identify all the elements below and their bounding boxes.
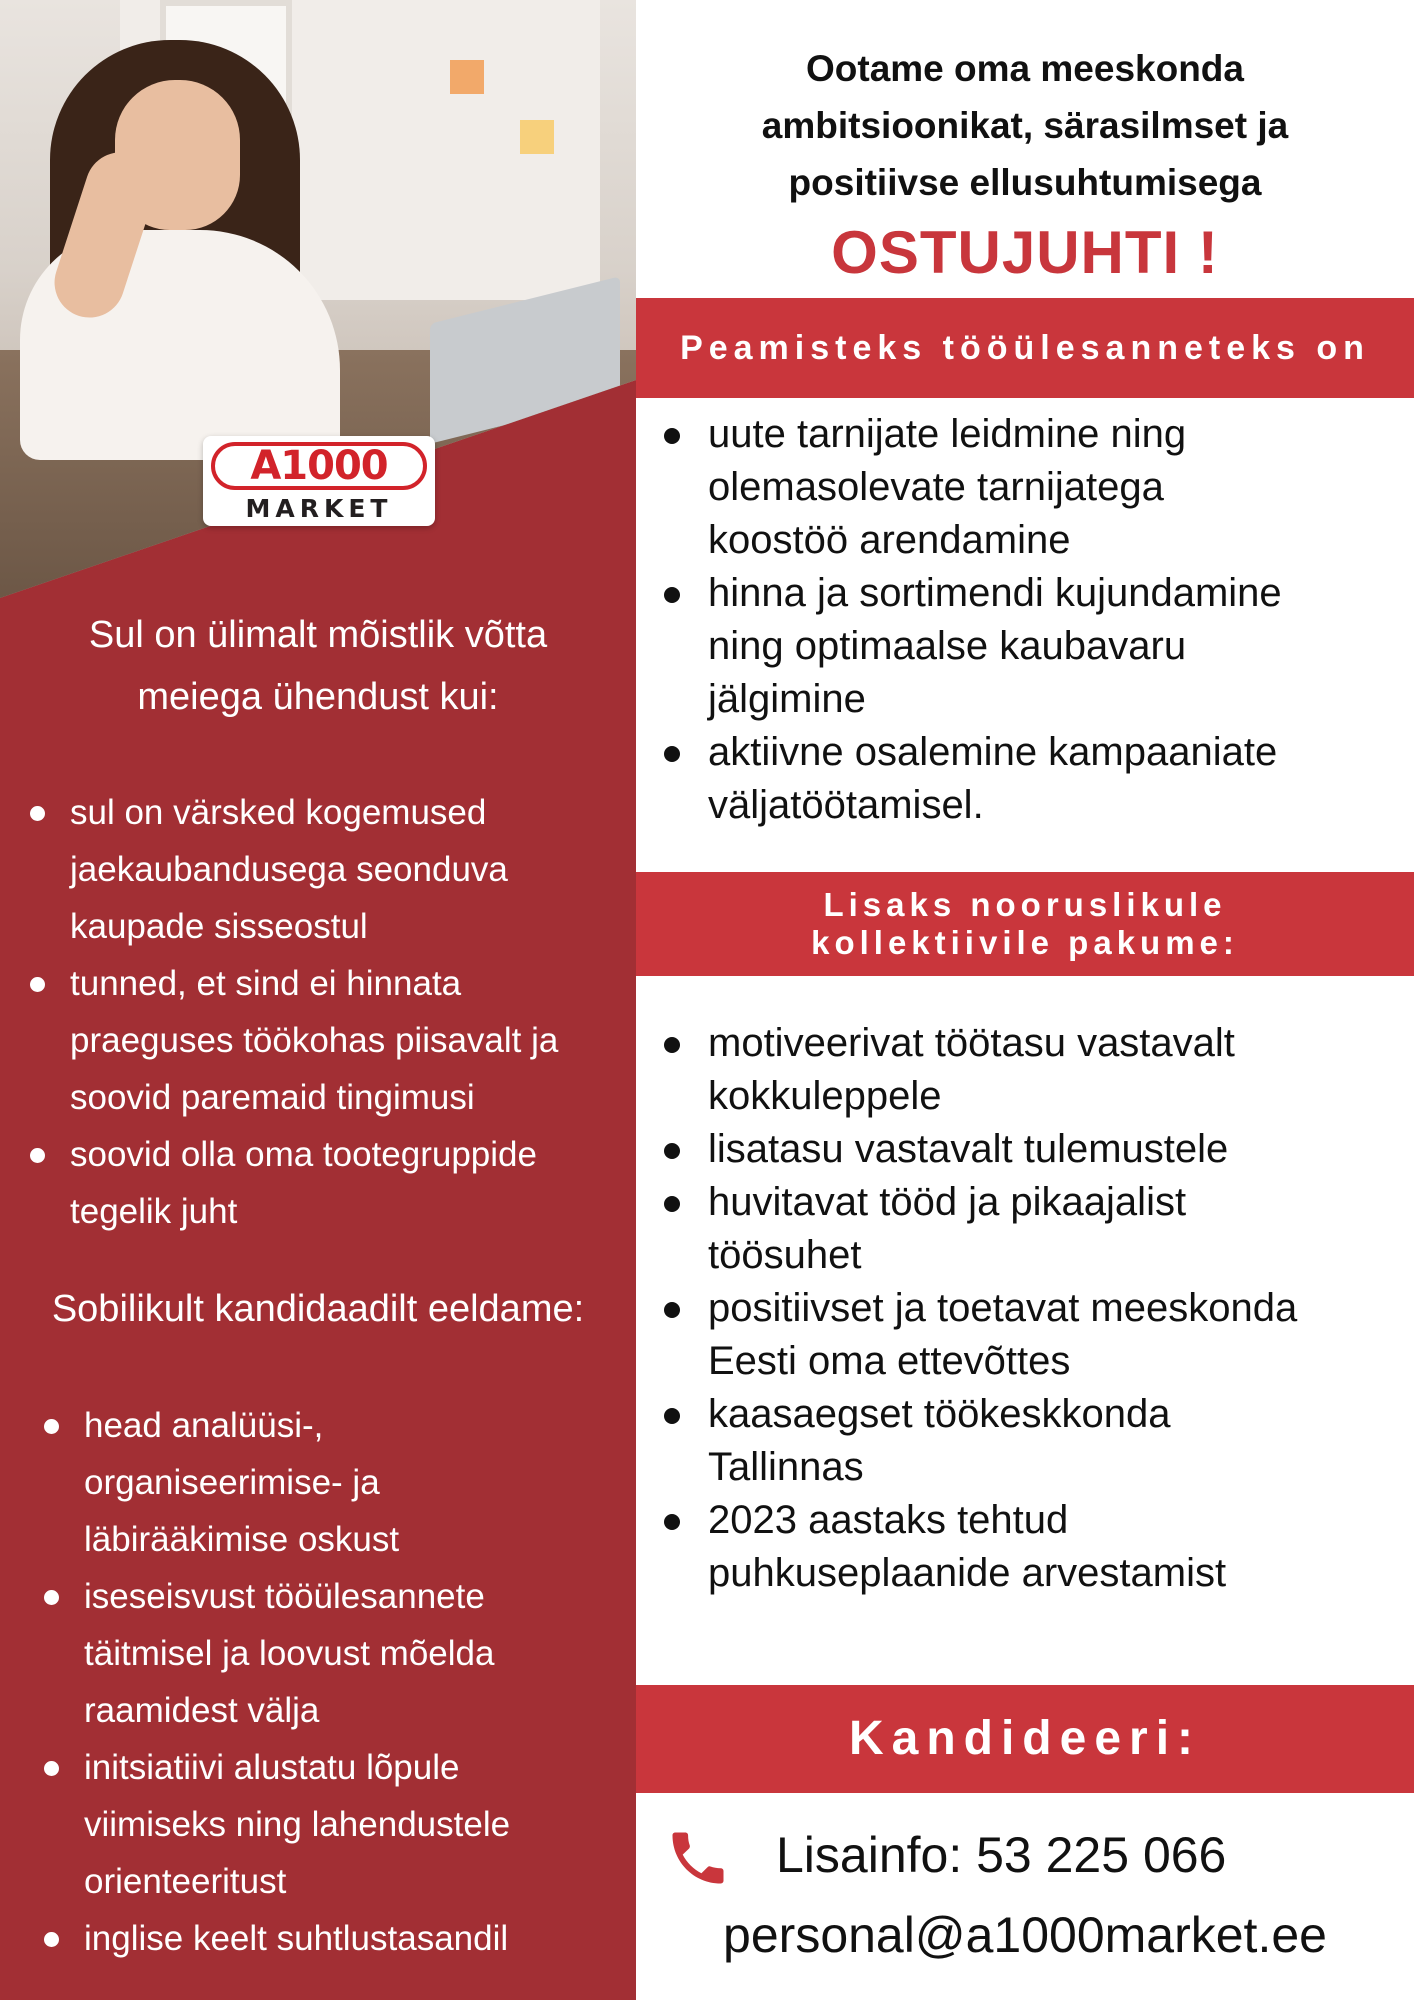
left-panel: [0, 0, 636, 2000]
tasks-heading: Peamisteks tööülesanneteks on: [636, 298, 1414, 398]
apply-heading: Kandideeri:: [636, 1685, 1414, 1793]
list-item: lisatasu vastavalt tulemustele: [662, 1123, 1402, 1176]
requirements-heading: Sobilikult kandidaadilt eeldame:: [51, 1288, 585, 1330]
list-item: huvitavat tööd ja pikaajalist töösuhet: [662, 1176, 1402, 1282]
list-item: sul on värsked kogemused jaekaubandusega seonduva kaupade sisseostul: [30, 784, 620, 955]
position-title: OSTUJUHTI !: [831, 219, 1219, 286]
a1000-market-logo: A1000 MARKET: [203, 436, 435, 526]
phone-icon: [664, 1824, 732, 1892]
list-item: aktiivne osalemine kampaaniate väljatöötamisel.: [662, 726, 1402, 832]
list-item: hinna ja sortimendi kujundamine ning optimaalse kaubavaru jälgimine: [662, 567, 1402, 726]
tasks-list: [662, 408, 1402, 832]
list-item: iseseisvust tööülesannete täitmisel ja loovust mõelda raamidest välja: [44, 1568, 624, 1739]
contact-heading: Sul on ülimalt mõistlik võtta meiega ühendust kui:: [88, 614, 548, 718]
list-item: head analüüsi-, organiseerimise- ja läbirääkimise oskust: [44, 1397, 624, 1568]
conditions-list: [30, 784, 620, 1240]
list-item: uute tarnijate leidmine ning olemasolevate tarnijatega koostöö arendamine: [662, 408, 1402, 567]
list-item: kaasaegset töökeskkonda Tallinnas: [662, 1388, 1402, 1494]
list-item: tunned, et sind ei hinnata praeguses töökohas piisavalt ja soovid paremaid tingimusi: [30, 955, 620, 1126]
requirements-list: [44, 1397, 624, 1967]
list-item: positiivset ja toetavat meeskonda Eesti oma ettevõttes: [662, 1282, 1402, 1388]
list-item: soovid olla oma tootegruppide tegelik juht: [30, 1126, 620, 1240]
offer-heading: Lisaks nooruslikule kollektiivile pakume:: [636, 872, 1414, 976]
list-item: initsiatiivi alustatu lõpule viimiseks ning lahendustele orienteeritust: [44, 1739, 624, 1910]
offer-list: [662, 1017, 1402, 1600]
intro-text: Ootame oma meeskonda ambitsioonikat, särasilmset ja positiivse ellusuhtumisega: [761, 48, 1289, 203]
phone-info: Lisainfo: 53 225 066: [776, 1827, 1227, 1883]
list-item: 2023 aastaks tehtud puhkuseplaanide arvestamist: [662, 1494, 1402, 1600]
list-item: inglise keelt suhtlustasandil: [44, 1910, 624, 1967]
email-link[interactable]: personal@a1000market.ee: [723, 1907, 1327, 1963]
list-item: motiveerivat töötasu vastavalt kokkuleppele: [662, 1017, 1402, 1123]
